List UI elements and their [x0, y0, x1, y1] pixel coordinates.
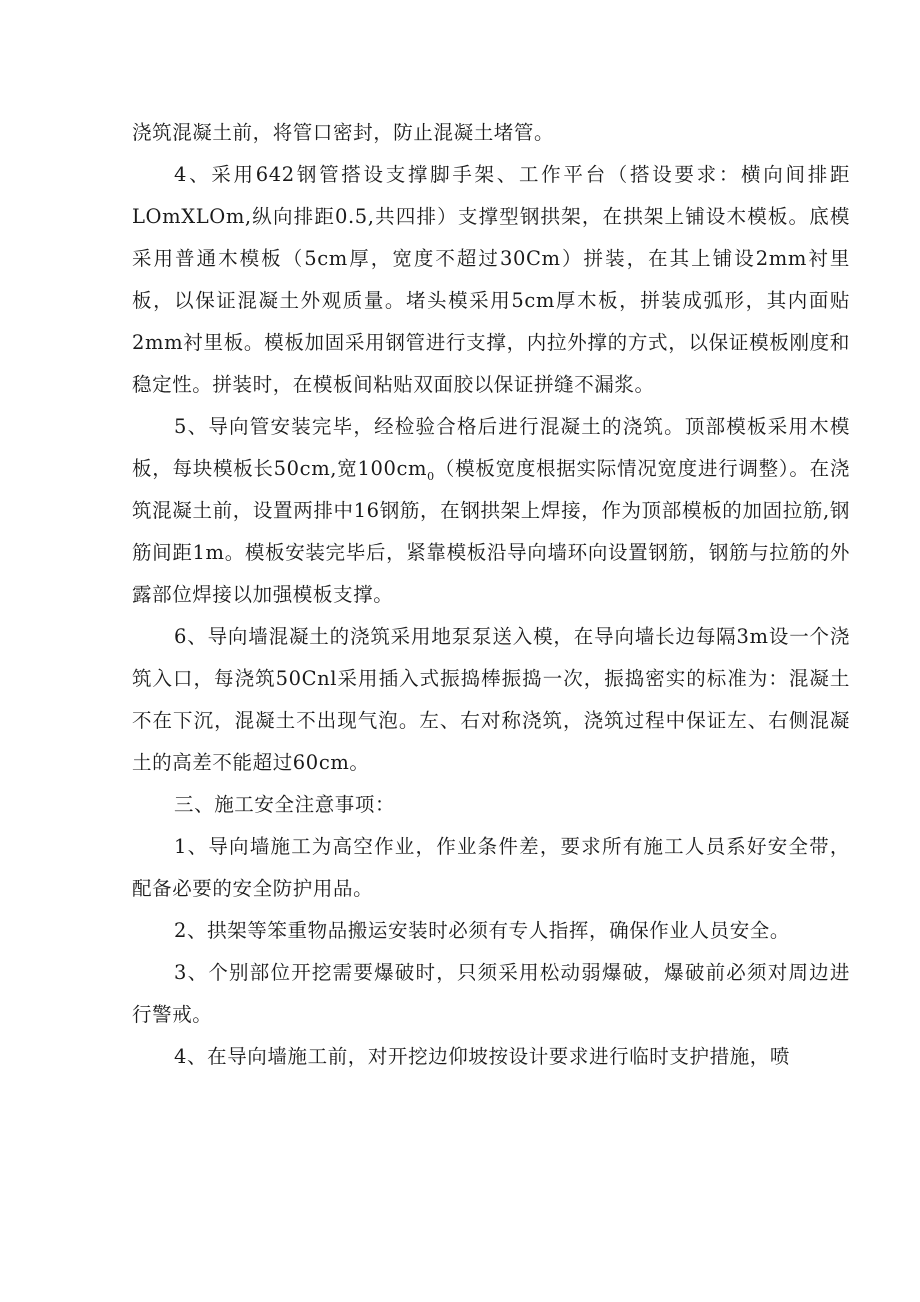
paragraph-safety-3: 3、个别部位开挖需要爆破时，只须采用松动弱爆破，爆破前必须对周边进行警戒。 [132, 961, 850, 1026]
paragraph-safety-1: 1、导向墙施工为高空作业，作业条件差，要求所有施工人员系好安全带，配备必要的安全防护用品。 [132, 835, 850, 900]
paragraph-safety-4: 4、在导向墙施工前，对开挖边仰坡按设计要求进行临时支护措施，喷 [174, 1045, 791, 1068]
paragraph-item-5-formwork [132, 406, 850, 616]
section-heading-safety: 三、施工安全注意事项： [174, 793, 396, 816]
paragraph-intro: 浇筑混凝土前，将管口密封，防止混凝土堵管。 [132, 121, 555, 144]
subscript-zero: 0 [427, 469, 435, 483]
paragraph-item-5-text-b: （模板宽度根据实际情况宽度进行调整）。在浇筑混凝土前，设置两排中16钢筋，在钢拱架上焊接，作为顶部模板的加固拉筋,钢筋间距1m。模板安装完毕后，紧靠模板沿导向墙环向设置钢筋，钢筋与拉筋的外露部位焊接以加强模板支撑。 [132, 457, 850, 606]
paragraph-safety-2: 2、拱架等笨重物品搬运安装时必须有专人指挥，确保作业人员安全。 [174, 919, 791, 942]
paragraph-item-6-pouring: 6、导向墙混凝土的浇筑采用地泵泵送入模，在导向墙长边每隔3m设一个浇筑入口，每浇筑50Cnl采用插入式振捣棒振捣一次，振捣密实的标准为：混凝土不在下沉，混凝土不出现气泡。左、右对称浇筑，浇筑过程中保证左、右侧混凝土的高差不能超过60cm。 [132, 625, 850, 774]
paragraph-item-4-scaffold: 4、采用642钢管搭设支撑脚手架、工作平台（搭设要求：横向间排距LOmXLOm,纵向排距0.5,共四排）支撑型钢拱架，在拱架上铺设木模板。底模采用普通木模板（5cm厚，宽度不超过30Cm）拼装，在其上铺设2mm衬里板，以保证混凝土外观质量。堵头模采用5cm厚木板，拼装成弧形，其内面贴2mm衬里板。模板加固采用钢管进行支撑，内拉外撑的方式，以保证模板刚度和稳定性。拼装时，在模板间粘贴双面胶以保证拼缝不漏浆。 [132, 163, 850, 396]
paragraph-item-5-text-a: 5、导向管安装完毕，经检验合格后进行混凝土的浇筑。顶部模板采用木模板，每块模板长50cm,宽100cm [132, 415, 850, 480]
